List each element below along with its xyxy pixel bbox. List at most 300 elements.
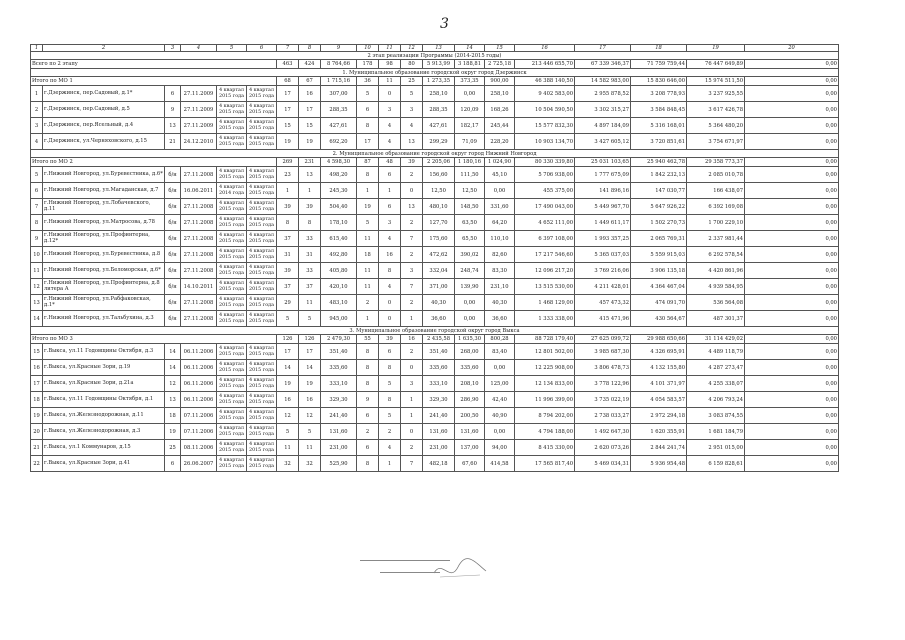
- house-address: г.Выкса, ул.Красные Зори, д.19: [43, 360, 165, 376]
- row-value: 0,00: [745, 311, 839, 327]
- row-value: 498,20: [321, 167, 357, 183]
- program-table-sheet: [30, 44, 838, 472]
- total-value: 800,28: [485, 335, 515, 344]
- row-number: 7: [31, 199, 43, 215]
- section-total-row: [31, 158, 839, 167]
- column-number: 16: [515, 45, 575, 52]
- planned-demolition-date: 4 квартал 2015 года: [247, 263, 277, 279]
- row-value: 11: [299, 295, 321, 311]
- row-value: 8: [357, 376, 379, 392]
- row-number: 22: [31, 456, 43, 472]
- table-row: [31, 247, 839, 263]
- row-value: 8: [357, 360, 379, 376]
- row-value: 2: [379, 424, 401, 440]
- house-address: г.Выкса, ул.Красные Зори, д.21а: [43, 376, 165, 392]
- recognition-date: 27.11.2008: [181, 311, 217, 327]
- row-value: 0,00: [745, 440, 839, 456]
- house-address: г.Нижний Новгород, ул.Тальбухина, д.3: [43, 311, 165, 327]
- house-address: г.Выкса, ул.Железнодорожная, д.3: [43, 424, 165, 440]
- row-value: 474 091,70: [631, 295, 687, 311]
- row-value: 3 208 778,93: [631, 86, 687, 102]
- recognition-date: 26.06.2007: [181, 456, 217, 472]
- recognition-date: 07.11.2006: [181, 408, 217, 424]
- document-number: б/н: [165, 199, 181, 215]
- row-value: 0,00: [745, 424, 839, 440]
- row-value: 3: [379, 102, 401, 118]
- document-number: б/н: [165, 279, 181, 295]
- table-row: [31, 102, 839, 118]
- total-value: 48: [379, 158, 401, 167]
- row-number: 12: [31, 279, 43, 295]
- document-number: 13: [165, 392, 181, 408]
- row-value: 156,60: [423, 167, 455, 183]
- row-value: 2 620 073,26: [575, 440, 631, 456]
- planned-end-date: 4 квартал 2015 года: [217, 86, 247, 102]
- row-number: 2: [31, 102, 43, 118]
- row-number: 3: [31, 118, 43, 134]
- row-value: 5 449 967,70: [575, 199, 631, 215]
- total-value: 15 974 511,50: [687, 77, 745, 86]
- row-value: 8: [379, 263, 401, 279]
- row-value: 0,00: [745, 183, 839, 199]
- planned-demolition-date: 4 квартал 2015 года: [247, 392, 277, 408]
- row-value: 94,00: [485, 440, 515, 456]
- stage-title: 2 этап реализации Программы (2014-2015 годы): [31, 52, 839, 60]
- row-value: 0,00: [745, 247, 839, 263]
- total-value: 0,00: [745, 60, 839, 69]
- row-value: 8: [357, 118, 379, 134]
- row-value: 4: [379, 440, 401, 456]
- row-value: 6: [379, 199, 401, 215]
- total-value: 46 388 140,50: [515, 77, 575, 86]
- house-address: г.Нижний Новгород, ул.Буревестника, д.8: [43, 247, 165, 263]
- row-value: 13: [401, 134, 423, 150]
- row-value: 5: [277, 424, 299, 440]
- row-value: 11: [277, 440, 299, 456]
- planned-end-date: 4 квартал 2015 года: [217, 231, 247, 247]
- row-value: 0,00: [745, 167, 839, 183]
- row-value: 258,10: [485, 86, 515, 102]
- planned-demolition-date: 4 квартал 2015 года: [247, 102, 277, 118]
- table-row: [31, 215, 839, 231]
- row-value: 2: [401, 167, 423, 183]
- row-value: 487 301,37: [687, 311, 745, 327]
- row-value: 8 794 202,00: [515, 408, 575, 424]
- row-value: 125,00: [485, 376, 515, 392]
- planned-end-date: 4 квартал 2015 года: [217, 263, 247, 279]
- document-number: 25: [165, 440, 181, 456]
- row-value: 17: [357, 134, 379, 150]
- row-value: 3: [401, 263, 423, 279]
- total-value: 1 635,30: [455, 335, 485, 344]
- row-value: 13 515 530,00: [515, 279, 575, 295]
- row-value: 10 903 134,70: [515, 134, 575, 150]
- page-number: 3: [440, 16, 449, 32]
- row-value: 10 504 590,50: [515, 102, 575, 118]
- row-value: 1 993 357,25: [575, 231, 631, 247]
- planned-end-date: 4 квартал 2015 года: [217, 311, 247, 327]
- row-value: 1 449 611,17: [575, 215, 631, 231]
- row-value: 5: [299, 424, 321, 440]
- total-value: 29 988 650,66: [631, 335, 687, 344]
- planned-demolition-date: 4 квартал 2015 года: [247, 295, 277, 311]
- recognition-date: 06.11.2006: [181, 376, 217, 392]
- row-value: 248,74: [455, 263, 485, 279]
- planned-demolition-date: 4 квартал 2015 года: [247, 376, 277, 392]
- document-number: 13: [165, 118, 181, 134]
- row-number: 10: [31, 247, 43, 263]
- row-value: 17: [299, 102, 321, 118]
- total-value: 25 031 103,65: [575, 158, 631, 167]
- row-value: 2: [401, 247, 423, 263]
- row-value: 0,00: [745, 279, 839, 295]
- row-value: 141 896,16: [575, 183, 631, 199]
- row-value: 6 397 108,00: [515, 231, 575, 247]
- row-value: 1: [401, 311, 423, 327]
- planned-end-date: 4 квартал 2015 года: [217, 215, 247, 231]
- row-value: 0,00: [745, 231, 839, 247]
- row-value: 1 842 232,13: [631, 167, 687, 183]
- row-value: 17: [299, 344, 321, 360]
- house-address: г.Дзержинск, пер.Ясельный, д.4: [43, 118, 165, 134]
- row-value: 351,40: [423, 344, 455, 360]
- planned-end-date: 4 квартал 2014 года: [217, 183, 247, 199]
- row-number: 17: [31, 376, 43, 392]
- row-value: 0: [379, 86, 401, 102]
- row-number: 13: [31, 295, 43, 311]
- house-address: г.Нижний Новгород, ул.Матросова, д.78: [43, 215, 165, 231]
- row-value: 3 237 925,55: [687, 86, 745, 102]
- row-value: 390,02: [455, 247, 485, 263]
- row-value: 245,44: [485, 118, 515, 134]
- row-value: 19: [299, 134, 321, 150]
- row-value: 6: [379, 167, 401, 183]
- row-value: 4: [379, 231, 401, 247]
- total-value: 900,00: [485, 77, 515, 86]
- house-address: г.Нижний Новгород, ул.Профинтерна, д.12*: [43, 231, 165, 247]
- table-row: [31, 167, 839, 183]
- total-value: 80 330 339,80: [515, 158, 575, 167]
- row-value: 19: [277, 376, 299, 392]
- planned-demolition-date: 4 квартал 2015 года: [247, 86, 277, 102]
- row-number: 1: [31, 86, 43, 102]
- planned-end-date: 4 квартал 2015 года: [217, 360, 247, 376]
- row-value: 0,00: [745, 199, 839, 215]
- row-value: 5: [401, 86, 423, 102]
- recognition-date: 16.06.2011: [181, 183, 217, 199]
- section-total-row: [31, 77, 839, 86]
- row-value: 3 584 848,45: [631, 102, 687, 118]
- row-value: 6: [357, 440, 379, 456]
- stage-total-row: [31, 60, 839, 69]
- row-value: 200,50: [455, 408, 485, 424]
- row-value: 1 333 338,00: [515, 311, 575, 327]
- row-value: 1 502 270,73: [631, 215, 687, 231]
- row-value: 2: [401, 440, 423, 456]
- row-value: 45,10: [485, 167, 515, 183]
- row-value: 3 735 022,19: [575, 392, 631, 408]
- row-value: 111,50: [455, 167, 485, 183]
- row-value: 472,62: [423, 247, 455, 263]
- table-row: [31, 86, 839, 102]
- row-value: 329,30: [321, 392, 357, 408]
- row-value: 615,40: [321, 231, 357, 247]
- row-value: 1: [357, 311, 379, 327]
- row-number: 8: [31, 215, 43, 231]
- row-value: 16: [299, 86, 321, 102]
- table-row: [31, 376, 839, 392]
- row-value: 4: [379, 134, 401, 150]
- total-value: 0,00: [745, 335, 839, 344]
- row-value: 2 951 015,00: [687, 440, 745, 456]
- row-number: 11: [31, 263, 43, 279]
- row-value: 131,60: [455, 424, 485, 440]
- row-value: 40,30: [423, 295, 455, 311]
- document-number: б/н: [165, 263, 181, 279]
- row-value: 4 287 273,47: [687, 360, 745, 376]
- row-value: 1: [357, 183, 379, 199]
- row-number: 6: [31, 183, 43, 199]
- row-value: 12: [299, 408, 321, 424]
- row-value: 11: [299, 440, 321, 456]
- total-label: Всего по 2 этапу: [31, 60, 277, 69]
- row-value: 258,10: [423, 86, 455, 102]
- row-number: 14: [31, 311, 43, 327]
- planned-end-date: 4 квартал 2015 года: [217, 424, 247, 440]
- planned-end-date: 4 квартал 2015 года: [217, 376, 247, 392]
- row-value: 71,09: [455, 134, 485, 150]
- row-value: 0,00: [745, 215, 839, 231]
- recognition-date: 27.11.2008: [181, 199, 217, 215]
- row-value: 33: [299, 263, 321, 279]
- table-row: [31, 118, 839, 134]
- table-row: [31, 279, 839, 295]
- section-title: 1. Муниципальное образование городской округ город Дзержинск: [31, 69, 839, 77]
- house-address: г.Дзержинск, ул.Черняховского, д.15: [43, 134, 165, 150]
- row-value: 4 326 695,91: [631, 344, 687, 360]
- row-value: 0,00: [745, 408, 839, 424]
- document-number: б/н: [165, 231, 181, 247]
- row-value: 12 225 908,00: [515, 360, 575, 376]
- row-value: 12,50: [423, 183, 455, 199]
- row-value: 40,30: [485, 295, 515, 311]
- row-value: 455 375,00: [515, 183, 575, 199]
- row-value: 8: [357, 344, 379, 360]
- row-value: 37: [277, 231, 299, 247]
- planned-demolition-date: 4 квартал 2015 года: [247, 311, 277, 327]
- total-value: 1 024,90: [485, 158, 515, 167]
- row-value: 288,35: [321, 102, 357, 118]
- row-value: 139,90: [455, 279, 485, 295]
- column-number: 17: [575, 45, 631, 52]
- row-value: 482,18: [423, 456, 455, 472]
- total-value: 8 764,66: [321, 60, 357, 69]
- row-value: 492,80: [321, 247, 357, 263]
- row-value: 32: [299, 456, 321, 472]
- row-value: 37: [277, 279, 299, 295]
- document-number: 18: [165, 408, 181, 424]
- row-value: 4 652 111,00: [515, 215, 575, 231]
- row-value: 7: [401, 231, 423, 247]
- table-row: [31, 408, 839, 424]
- total-value: 0,00: [745, 77, 839, 86]
- recognition-date: 24.12.2010: [181, 134, 217, 150]
- row-value: 1: [299, 183, 321, 199]
- row-value: 288,35: [423, 102, 455, 118]
- row-value: 1: [379, 183, 401, 199]
- recognition-date: 27.11.2009: [181, 118, 217, 134]
- planned-end-date: 4 квартал 2015 года: [217, 440, 247, 456]
- recognition-date: 27.11.2008: [181, 215, 217, 231]
- row-value: 12,50: [455, 183, 485, 199]
- row-number: 9: [31, 231, 43, 247]
- row-value: 0,00: [745, 102, 839, 118]
- total-value: 2 435,58: [423, 335, 455, 344]
- row-value: 0,00: [745, 263, 839, 279]
- row-value: 8 415 330,00: [515, 440, 575, 456]
- row-value: 17 217 546,60: [515, 247, 575, 263]
- row-value: 8: [277, 215, 299, 231]
- row-value: 414,58: [485, 456, 515, 472]
- row-value: 4: [401, 118, 423, 134]
- row-value: 17: [277, 344, 299, 360]
- table-row: [31, 344, 839, 360]
- row-value: 3 769 216,06: [575, 263, 631, 279]
- house-address: г.Выкса, ул.Красные Зори, д.41: [43, 456, 165, 472]
- row-value: 32: [277, 456, 299, 472]
- row-value: 19: [357, 199, 379, 215]
- row-value: 4 132 155,80: [631, 360, 687, 376]
- total-value: 36: [357, 77, 379, 86]
- house-address: г.Нижний Новгород, ул.Лобачевского, д.11: [43, 199, 165, 215]
- total-value: 55: [357, 335, 379, 344]
- row-value: 307,00: [321, 86, 357, 102]
- total-value: 3 188,81: [455, 60, 485, 69]
- row-value: 12 096 217,20: [515, 263, 575, 279]
- row-value: 241,40: [423, 408, 455, 424]
- document-number: б/н: [165, 183, 181, 199]
- house-address: г.Нижний Новгород, ул.Беломорская, д.6*: [43, 263, 165, 279]
- row-value: 5 365 037,03: [575, 247, 631, 263]
- house-address: г.Нижний Новгород, ул.Профинтерна, д.8 литера А: [43, 279, 165, 295]
- row-value: 536 564,08: [687, 295, 745, 311]
- row-value: 1 620 355,91: [631, 424, 687, 440]
- row-value: 4 897 184,09: [575, 118, 631, 134]
- row-value: 2 085 010,78: [687, 167, 745, 183]
- row-value: 17 490 043,00: [515, 199, 575, 215]
- total-value: 11: [379, 77, 401, 86]
- row-value: 67,60: [455, 456, 485, 472]
- row-number: 19: [31, 408, 43, 424]
- row-value: 945,00: [321, 311, 357, 327]
- planned-demolition-date: 4 квартал 2015 года: [247, 360, 277, 376]
- section-total-row: [31, 335, 839, 344]
- row-value: 23: [277, 167, 299, 183]
- row-value: 0,00: [745, 134, 839, 150]
- row-value: 82,60: [485, 247, 515, 263]
- row-value: 1 468 129,00: [515, 295, 575, 311]
- document-number: б/н: [165, 167, 181, 183]
- row-value: 3 906 135,18: [631, 263, 687, 279]
- row-value: 13: [299, 167, 321, 183]
- program-table: [30, 44, 839, 472]
- house-address: г.Выкса, ул.Железнодорожная, д.11: [43, 408, 165, 424]
- total-value: 463: [277, 60, 299, 69]
- row-value: 335,60: [321, 360, 357, 376]
- table-row: [31, 134, 839, 150]
- row-value: 5 316 168,01: [631, 118, 687, 134]
- planned-end-date: 4 квартал 2015 года: [217, 167, 247, 183]
- planned-demolition-date: 4 квартал 2015 года: [247, 134, 277, 150]
- row-value: 504,40: [321, 199, 357, 215]
- row-value: 351,40: [321, 344, 357, 360]
- row-value: 131,60: [321, 424, 357, 440]
- row-value: 63,50: [455, 215, 485, 231]
- total-value: 5 913,99: [423, 60, 455, 69]
- row-value: 335,60: [423, 360, 455, 376]
- row-value: 1 681 184,79: [687, 424, 745, 440]
- planned-demolition-date: 4 квартал 2015 года: [247, 231, 277, 247]
- row-value: 6 159 828,61: [687, 456, 745, 472]
- row-value: 166 438,07: [687, 183, 745, 199]
- row-value: 231,00: [423, 440, 455, 456]
- recognition-date: 27.11.2008: [181, 167, 217, 183]
- total-label: Итого по МО 1: [31, 77, 277, 86]
- column-number: 7: [277, 45, 299, 52]
- row-value: 0,00: [485, 360, 515, 376]
- row-value: 0,00: [745, 344, 839, 360]
- row-value: 1: [401, 392, 423, 408]
- row-value: 0,00: [455, 86, 485, 102]
- row-value: 11 996 399,00: [515, 392, 575, 408]
- row-number: 20: [31, 424, 43, 440]
- total-value: 2 205,06: [423, 158, 455, 167]
- row-value: 2: [357, 295, 379, 311]
- row-value: 36,60: [485, 311, 515, 327]
- total-value: 98: [379, 60, 401, 69]
- row-value: 5 559 915,03: [631, 247, 687, 263]
- row-value: 1 492 647,30: [575, 424, 631, 440]
- row-number: 4: [31, 134, 43, 150]
- total-value: 213 446 655,70: [515, 60, 575, 69]
- row-value: 4 420 861,96: [687, 263, 745, 279]
- row-value: 16: [277, 392, 299, 408]
- total-label: Итого по МО 2: [31, 158, 277, 167]
- planned-demolition-date: 4 квартал 2015 года: [247, 247, 277, 263]
- document-number: 6: [165, 86, 181, 102]
- row-value: 0,00: [745, 392, 839, 408]
- row-value: 231,00: [321, 440, 357, 456]
- row-value: 12 134 833,00: [515, 376, 575, 392]
- row-number: 18: [31, 392, 43, 408]
- total-value: 68: [277, 77, 299, 86]
- table-row: [31, 456, 839, 472]
- planned-demolition-date: 4 квартал 2015 года: [247, 279, 277, 295]
- total-value: 29 358 773,37: [687, 158, 745, 167]
- row-value: 4: [379, 118, 401, 134]
- row-value: 8: [379, 360, 401, 376]
- table-row: [31, 311, 839, 327]
- row-value: 5 936 954,48: [631, 456, 687, 472]
- row-value: 9 402 583,00: [515, 86, 575, 102]
- row-value: 4 794 188,00: [515, 424, 575, 440]
- row-value: 0,00: [485, 183, 515, 199]
- recognition-date: 27.11.2008: [181, 231, 217, 247]
- row-value: 333,10: [321, 376, 357, 392]
- house-address: г.Нижний Новгород, ул.Буревестника, д.6*: [43, 167, 165, 183]
- row-value: 7: [401, 456, 423, 472]
- planned-demolition-date: 4 квартал 2015 года: [247, 440, 277, 456]
